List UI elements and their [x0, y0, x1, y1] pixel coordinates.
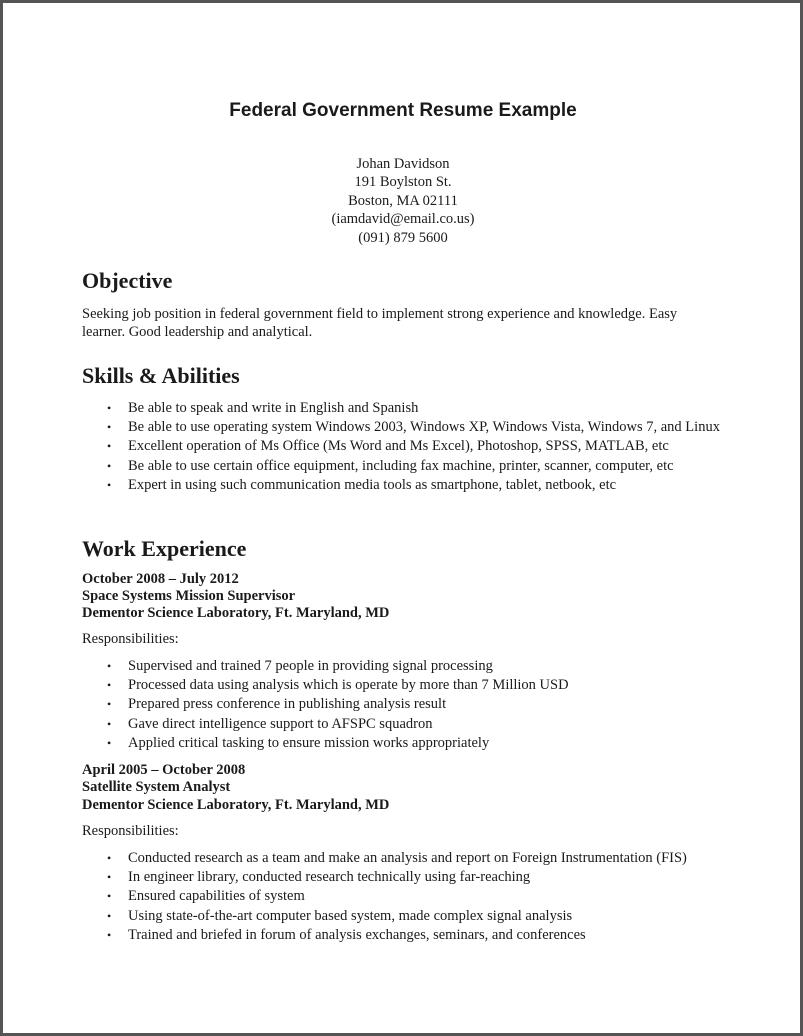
bullet-icon: • [107, 678, 112, 693]
skill-text: Be able to use certain office equipment, including fax machine, printer, scanner, computer, etc [128, 457, 674, 474]
responsibility-text: Supervised and trained 7 people in providing signal processing [128, 658, 493, 674]
bullet-icon: • [107, 716, 112, 731]
responsibility-item [80, 715, 728, 734]
bullet-icon: • [107, 401, 112, 415]
objective-heading: Objective [82, 268, 173, 293]
responsibility-text: Processed data using analysis which is operate by more than 7 Million USD [128, 677, 569, 694]
skill-item [80, 399, 728, 418]
skill-text: Expert in using such communication media tools as smartphone, tablet, netbook, etc [128, 476, 617, 493]
skill-item [80, 476, 728, 495]
bullet-icon: • [107, 659, 112, 673]
responsibility-item [80, 926, 728, 945]
bullet-icon: • [107, 908, 112, 923]
experience-heading: Work Experience [82, 536, 247, 561]
responsibility-text: Ensured capabilities of system [128, 888, 305, 905]
responsibility-text: Applied critical tasking to ensure mission works appropriately [128, 734, 490, 751]
bullet-icon: • [107, 927, 112, 942]
job-employer: Dementor Science Laboratory, Ft. Maryland, MD [82, 605, 390, 621]
contact-block [80, 155, 726, 247]
responsibility-item [80, 734, 728, 753]
skill-item [80, 437, 728, 456]
bullet-icon: • [107, 439, 112, 454]
skills-heading: Skills & Abilities [82, 363, 240, 388]
skills-list [80, 399, 740, 495]
bullet-icon: • [107, 420, 112, 435]
bullet-icon: • [107, 458, 112, 473]
job-position: Space Systems Mission Supervisor [82, 588, 296, 604]
responsibility-item [80, 676, 728, 695]
bullet-icon: • [107, 889, 112, 904]
objective-text: Seeking job position in federal government field to implement strong experience and knowledge. Easy learner. Good leadership and analytical. [82, 306, 678, 340]
contact-city: Boston, MA 02111 [348, 192, 458, 209]
responsibility-text: Trained and briefed in forum of analysis exchanges, seminars, and conferences [128, 926, 586, 943]
skill-item [80, 457, 728, 476]
skill-item [80, 418, 728, 437]
bullet-icon: • [107, 477, 112, 492]
responsibilities-label: Responsibilities: [82, 631, 179, 647]
responsibility-item [80, 887, 728, 906]
responsibility-item [80, 868, 728, 887]
bullet-icon: • [107, 735, 112, 750]
responsibilities-label: Responsibilities: [82, 823, 179, 839]
responsibility-item [80, 657, 728, 676]
bullet-icon: • [107, 870, 112, 885]
responsibility-text: Prepared press conference in publishing analysis result [128, 696, 447, 713]
responsibility-text: Conducted research as a team and make an analysis and report on Foreign Instrumentation (FIS) [128, 850, 687, 866]
contact-email: (iamdavid@email.co.us) [331, 211, 475, 228]
contact-name: Johan Davidson [356, 156, 450, 172]
responsibility-text: Gave direct intelligence support to AFSPC squadron [128, 715, 433, 732]
job-responsibilities-list [80, 849, 740, 945]
responsibility-item [80, 695, 728, 714]
skill-text: Be able to use operating system Windows 2003, Windows XP, Windows Vista, Windows 7, and Linux [128, 419, 720, 436]
job-responsibilities-list [80, 657, 740, 753]
skill-text: Excellent operation of Ms Office (Ms Word and Ms Excel), Photoshop, SPSS, MATLAB, etc [128, 438, 669, 455]
bullet-icon: • [107, 851, 112, 865]
responsibility-text: Using state-of-the-art computer based system, made complex signal analysis [128, 907, 573, 924]
job-position: Satellite System Analyst [82, 779, 231, 795]
bullet-icon: • [107, 697, 112, 712]
skill-text: Be able to speak and write in English and Spanish [128, 400, 419, 416]
contact-phone: (091) 879 5600 [358, 229, 448, 246]
contact-street: 191 Boylston St. [354, 174, 452, 191]
responsibility-text: In engineer library, conducted research technically using far-reaching [128, 869, 531, 886]
job-employer: Dementor Science Laboratory, Ft. Maryland, MD [82, 797, 390, 813]
job-dates: October 2008 – July 2012 [82, 571, 239, 587]
job-dates: April 2005 – October 2008 [82, 762, 246, 778]
document-title: Federal Government Resume Example [229, 100, 577, 121]
responsibility-item [80, 907, 728, 926]
responsibility-item [80, 849, 728, 868]
